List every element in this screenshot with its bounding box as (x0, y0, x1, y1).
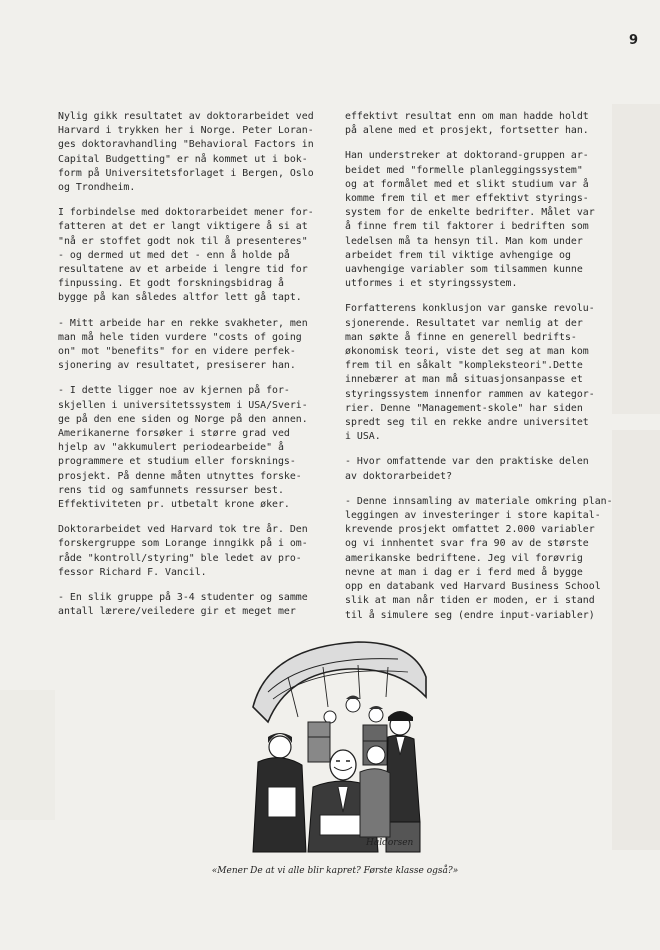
paragraph (58, 591, 330, 619)
paragraph (58, 110, 330, 195)
text-line: I forbindelse med doktorarbeidet mener for- (58, 207, 314, 219)
text-line: - En slik gruppe på 3-4 studenter og samme (58, 592, 308, 604)
text-line: rier. Denne "Management-skole" har siden (345, 402, 583, 414)
text-line: nevne at man i dag er i ferd med å bygge (345, 566, 583, 578)
text-line: Harvard i trykken her i Norge. Peter Loran- (58, 125, 314, 137)
text-line: råde "kontroll/styring" ble ledet av pro- (58, 552, 302, 564)
text-line: man søkte å finne en generell bedrifts- (345, 331, 577, 343)
text-line: Amerikanerne forsøker i større grad ved (58, 428, 290, 440)
text-line: og vi innhentet svar fra 90 av de største (345, 538, 589, 550)
text-line: innebærer at man må situasjonsanpasse et (345, 374, 583, 386)
text-line: spredt seg til en rekke andre universitet (345, 417, 589, 429)
text-line: økonomisk teori, viste det seg at man kom (345, 346, 589, 358)
text-line: fessor Richard F. Vancil. (58, 566, 207, 578)
paragraph (345, 455, 621, 483)
text-line: å finne frem til faktorer i bedriften som (345, 221, 589, 233)
text-line: sjonerende. Resultatet var nemlig at der (345, 317, 583, 329)
text-line: arbeidet frem til viktige avhengige og (345, 249, 571, 261)
text-line: slik at man når tiden er moden, er i stand (345, 595, 595, 607)
paragraph (58, 317, 330, 374)
text-line: Nylig gikk resultatet av doktorarbeidet ved (58, 111, 314, 122)
text-line: skjellen i universitetssystem i USA/Sveri- (58, 399, 308, 411)
text-line: on" mot "benefits" for en videre perfek- (58, 346, 296, 358)
page-number: 9 (629, 33, 639, 48)
text-line: frem til en såkalt "kompleksteori".Dette (345, 360, 583, 372)
text-line: Han understreker at doktorand-gruppen ar- (345, 150, 589, 162)
text-line: - Mitt arbeide har en rekke svakheter, men (58, 317, 308, 329)
text-line: - Denne innsamling av materiale omkring plan- (345, 495, 613, 507)
text-line: Capital Budgetting" er nå kommet ut i bok- (58, 153, 308, 165)
paragraph (58, 206, 330, 305)
text-line: til å simulere seg (endre input-variabler) (345, 609, 595, 621)
text-line: - Hvor omfattende var den praktiske delen (345, 456, 589, 468)
paragraph (58, 384, 330, 512)
text-line: Effektiviteten pr. utbetalt krone øker. (58, 499, 290, 511)
text-line: beidet med "formelle planleggingssystem" (345, 164, 583, 176)
text-line: man må hele tiden vurdere "costs of going (58, 331, 302, 343)
text-line: resultatene av et arbeide i lengre tid for (58, 264, 308, 276)
text-line: uavhengige variabler som tilsammen kunne (345, 264, 583, 276)
text-line: prosjekt. På denne måten utnyttes forske- (58, 470, 302, 482)
paragraph (58, 523, 330, 580)
right-column (345, 110, 621, 634)
text-line: av doktorarbeidet? (345, 470, 453, 482)
paragraph (345, 149, 621, 291)
text-line: komme frem til et mer effektivt styrings- (345, 193, 589, 205)
text-line: form på Universitetsforlaget i Bergen, Oslo (58, 167, 314, 179)
text-line: - og dermed ut med det - enn å holde på (58, 249, 290, 261)
paragraph (345, 495, 621, 623)
text-line: leggingen av investeringer i store kapital- (345, 510, 601, 522)
text-line: Forfatterens konklusjon var ganske revolu- (345, 303, 595, 315)
text-line: programmere et studium eller forsknings- (58, 456, 296, 468)
text-line: fatteren at det er langt viktigere å si at (58, 221, 308, 233)
left-column (58, 110, 330, 631)
text-line: "nå er stoffet godt nok til å presenteres" (58, 235, 308, 247)
paragraph (345, 110, 621, 138)
text-line: system for de enkelte bedrifter. Målet var (345, 207, 595, 219)
text-line: og Trondheim. (58, 182, 136, 194)
text-line: ge på den ene siden og Norge på den annen. (58, 413, 308, 425)
text-line: utformes i et styringssystem. (345, 278, 518, 290)
text-line: antall lærere/veiledere gir et meget mer (58, 606, 296, 618)
text-line: effektivt resultat enn om man hadde holdt (345, 111, 589, 122)
text-line: ledelsen må ta hensyn til. Man kom under (345, 235, 583, 247)
text-line: ges doktoravhandling "Behavioral Factors in (58, 139, 314, 151)
bleed-through-left (0, 690, 55, 820)
text-line: krevende prosjekt omfattet 2.000 variabler (345, 524, 595, 536)
text-line: forskergruppe som Lorange inngikk på i om- (58, 538, 308, 550)
paragraph (345, 302, 621, 444)
cartoon-caption: «Mener De at vi alle blir kapret? Første klasse også?» (211, 866, 459, 876)
text-line: amerikanske bedriftene. Jeg vil forøvrig (345, 552, 583, 564)
text-line: i USA. (345, 431, 381, 443)
text-line: sjonering av resultatet, presiserer han. (58, 360, 296, 372)
cartoon-signature: Haldorsen (366, 838, 414, 848)
text-line: Doktorarbeidet ved Harvard tok tre år. Den (58, 524, 308, 536)
text-line: opp en databank ved Harvard Business School (345, 581, 601, 593)
text-line: rens tid og samfunnets ressurser best. (58, 484, 284, 496)
text-line: styringssystem innenfor rammen av kategor- (345, 388, 595, 400)
text-line: bygge på kan således altfor lett gå tapt. (58, 292, 302, 304)
text-line: - I dette ligger noe av kjernen på for- (58, 385, 290, 397)
text-line: hjelp av "akkumulert periodearbeide" å (58, 442, 284, 454)
text-line: finpussing. Et godt forskningsbidrag å (58, 278, 284, 290)
text-line: og at formålet med et slikt studium var å (345, 178, 589, 190)
text-line: på alene med et prosjekt, fortsetter han. (345, 125, 589, 137)
cartoon-illustration (248, 637, 428, 862)
